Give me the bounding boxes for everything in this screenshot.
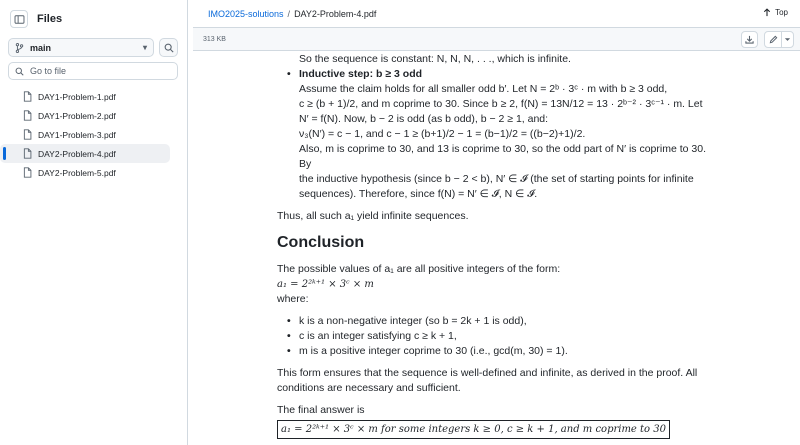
breadcrumb-file-name: DAY2-Problem-4.pdf <box>294 8 377 19</box>
search-button[interactable] <box>159 38 178 57</box>
sidebar-title: Files <box>37 13 63 25</box>
edit-button[interactable] <box>765 32 781 47</box>
go-to-file-placeholder: Go to file <box>30 66 67 76</box>
file-actions <box>741 31 794 48</box>
file-info-bar <box>193 27 800 51</box>
doc-bullet-heading <box>277 67 717 82</box>
sidebar-header <box>10 10 62 28</box>
file-icon <box>23 167 32 178</box>
search-icon <box>164 43 174 53</box>
file-item[interactable] <box>0 87 170 106</box>
breadcrumb-repo-link[interactable]: IMO2025-solutions <box>208 8 284 19</box>
chevron-down-icon: ▾ <box>142 43 147 52</box>
edit-button-group <box>764 31 794 48</box>
doc-line: conditions are necessary and sufficient. <box>277 382 461 394</box>
doc-line: c ≥ (b + 1)/2, and m coprime to 30. Since b ≥ 2, f(N) = 13N/12 = 13 · 2ᵇ⁻² · 3ᶜ⁻¹ · m. Let <box>299 98 703 110</box>
doc-line: where: <box>277 293 309 305</box>
file-icon <box>23 110 32 121</box>
branch-selector[interactable] <box>8 38 154 57</box>
branch-icon <box>15 43 24 53</box>
breadcrumb <box>189 0 800 27</box>
doc-bullet: • c is an integer satisfying c ≥ k + 1, <box>277 329 717 344</box>
file-icon <box>23 91 32 102</box>
file-icon <box>23 129 32 140</box>
inductive-step-title: Inductive step: b ≥ 3 odd <box>299 68 423 80</box>
doc-line: The final answer is <box>277 404 365 416</box>
doc-bullet: • m is a positive integer coprime to 30 (i.e., gcd(m, 30) = 1). <box>277 344 717 359</box>
doc-line: N′ = f(N). Now, b − 2 is odd (as b odd), b − 2 ≥ 1, and: <box>299 113 549 125</box>
search-icon <box>15 67 24 76</box>
file-item[interactable] <box>0 163 170 182</box>
doc-line: This form ensures that the sequence is well-defined and infinite, as derived in the proof. All <box>277 367 698 379</box>
file-item[interactable] <box>0 106 170 125</box>
sidebar-toggle-button[interactable] <box>10 10 28 28</box>
top-label: Top <box>775 8 788 17</box>
doc-line: The possible values of a₁ are all positive integers of the form: <box>277 263 561 275</box>
doc-line: So the sequence is constant: N, N, N, . . ., which is infinite. <box>299 53 571 65</box>
doc-line: Assume the claim holds for all smaller odd b′. Let N = 2ᵇ · 3ᶜ · m with b ≥ 3 odd, <box>299 83 668 95</box>
doc-line: ν₃(N′) = c − 1, and c − 1 ≥ (b+1)/2 − 1 = (b−1)/2 = ((b−2)+1)/2. <box>299 128 586 140</box>
doc-line: sequences). Therefore, since f(N) = N′ ∈ 𝓘, N ∈ 𝓘. <box>299 188 538 200</box>
file-sidebar <box>0 0 188 445</box>
arrow-up-icon <box>763 8 771 17</box>
file-item[interactable] <box>0 125 170 144</box>
breadcrumb-separator: / <box>287 8 291 19</box>
doc-line: Thus, all such a₁ yield infinite sequences. <box>277 210 469 222</box>
branch-name: main <box>30 42 52 53</box>
go-to-file-input[interactable] <box>8 62 178 80</box>
file-viewer <box>189 0 800 445</box>
edit-menu-button[interactable] <box>781 32 793 47</box>
file-size: 313 KB <box>203 35 226 43</box>
download-button[interactable] <box>741 31 758 48</box>
doc-line: the inductive hypothesis (since b − 2 < b), N′ ∈ 𝓘 (the set of starting points for infinite <box>299 173 694 185</box>
doc-bullet: • k is a non-negative integer (so b = 2k + 1 is odd), <box>277 314 717 329</box>
file-icon <box>23 148 32 159</box>
download-icon <box>745 35 754 44</box>
conclusion-heading: Conclusion <box>277 234 365 251</box>
chevron-down-icon <box>784 37 791 42</box>
pencil-icon <box>769 35 778 44</box>
sidebar-collapse-icon <box>14 14 25 25</box>
file-name: DAY1-Problem-3.pdf <box>38 129 116 140</box>
file-name: DAY1-Problem-1.pdf <box>38 91 116 102</box>
file-list <box>0 87 188 182</box>
file-name: DAY1-Problem-2.pdf <box>38 110 116 121</box>
top-button[interactable] <box>763 8 788 17</box>
doc-line: Also, m is coprime to 30, and 13 is coprime to 30, so the odd part of N′ is coprime to 30. By <box>299 143 706 170</box>
doc-formula: a₁ = 2²ᵏ⁺¹ × 3ᶜ × m <box>277 279 374 290</box>
file-name: DAY2-Problem-5.pdf <box>38 167 116 178</box>
final-answer-box: a₁ = 2²ᵏ⁺¹ × 3ᶜ × m for some integers k ≥ 0, c ≥ k + 1, and m coprime to 30 <box>277 420 670 439</box>
file-item-active[interactable] <box>0 144 170 163</box>
file-name: DAY2-Problem-4.pdf <box>38 148 116 159</box>
pdf-content <box>277 52 717 439</box>
